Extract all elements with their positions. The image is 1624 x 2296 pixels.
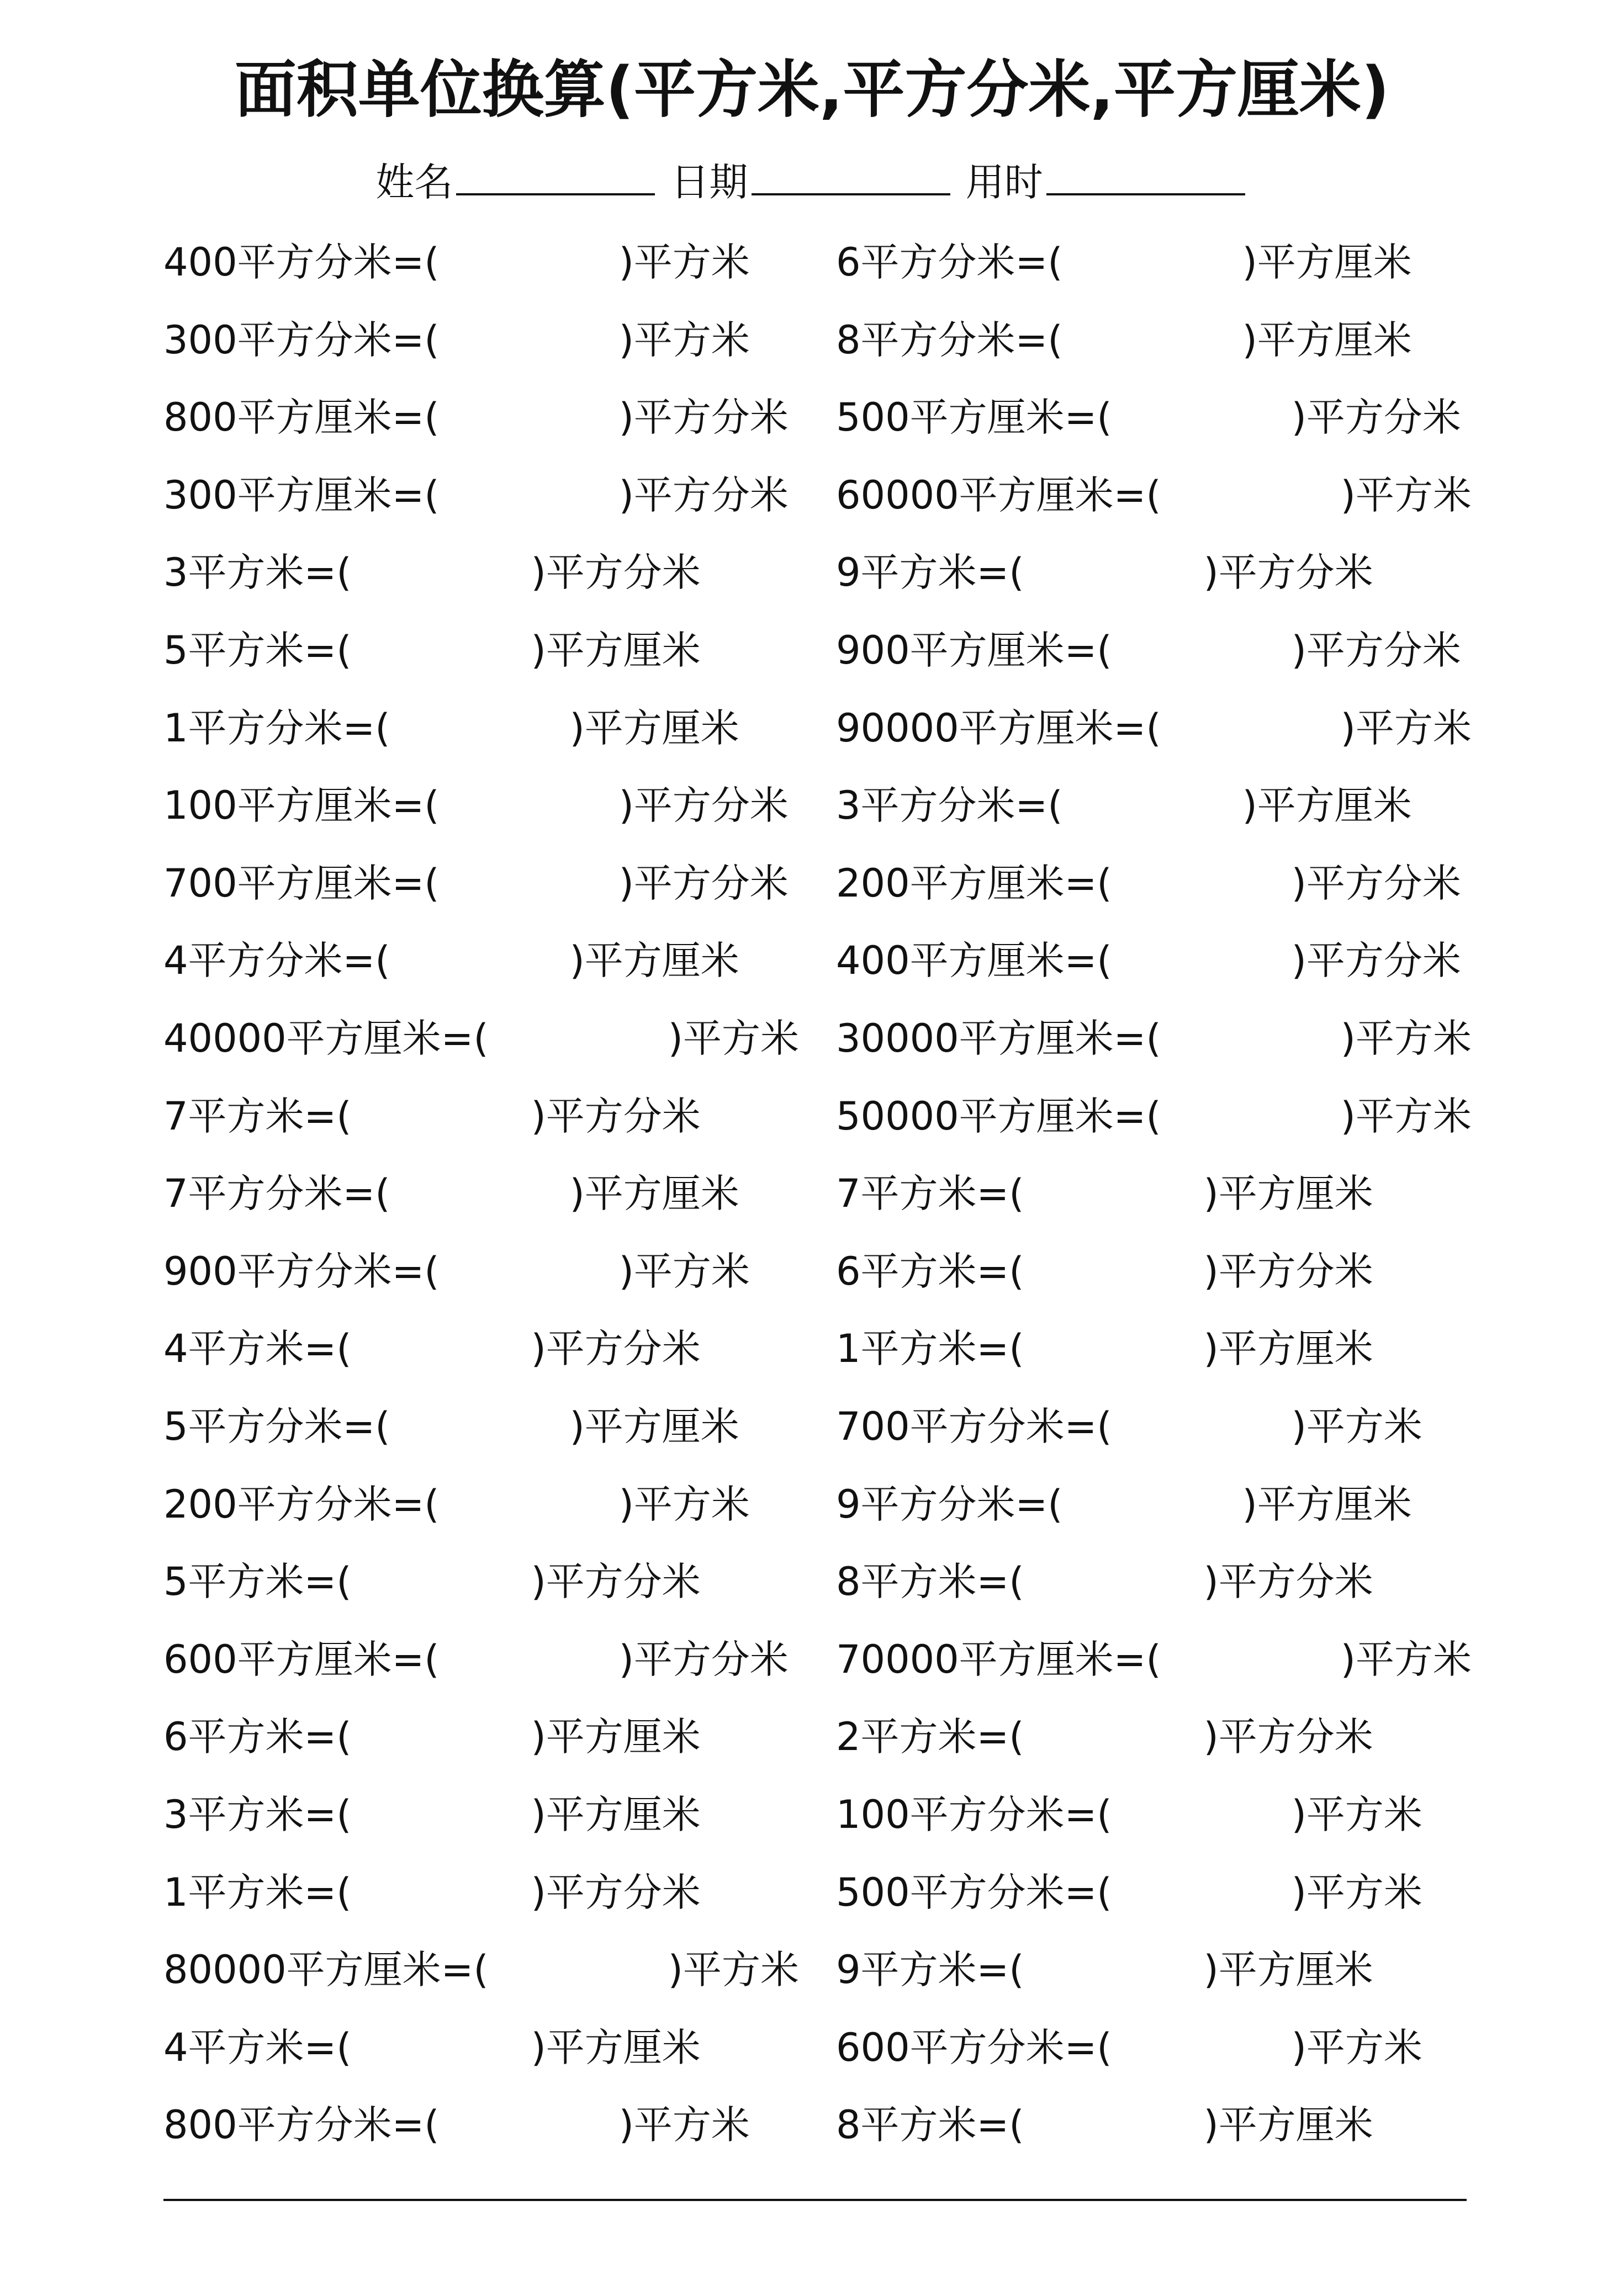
problem-item-right [836, 1166, 1373, 1221]
problem-unit: )平方厘米 [531, 2025, 701, 2070]
problem-unit: )平方厘米 [569, 938, 739, 983]
problem-item-right [836, 778, 1412, 833]
problem-unit: )平方米 [1291, 1870, 1422, 1915]
problem-item-left [163, 933, 739, 988]
problem-item-left [163, 2020, 701, 2075]
problem-question: 9平方分米=( [836, 1482, 1063, 1527]
problem-question: 100平方厘米=( [163, 783, 440, 828]
problem-question: 8平方分米=( [836, 317, 1063, 363]
problem-item-left [163, 856, 789, 911]
problem-question: 4平方米=( [163, 2025, 352, 2070]
problem-question: 6平方米=( [163, 1714, 352, 1759]
problem-unit: )平方分米 [531, 1326, 701, 1371]
problem-unit: )平方厘米 [531, 628, 701, 673]
problem-item-left [163, 545, 701, 600]
problem-unit: )平方米 [618, 1482, 750, 1527]
problem-question: 600平方分米=( [836, 2025, 1112, 2070]
problem-question: 1平方米=( [836, 1326, 1024, 1371]
problem-unit: )平方分米 [618, 1637, 789, 1682]
problem-unit: )平方分米 [1291, 938, 1461, 983]
problem-question: 500平方分米=( [836, 1870, 1112, 1915]
problem-item-left [163, 1321, 701, 1376]
problem-item-right [836, 1787, 1422, 1842]
problem-question: 5平方米=( [163, 1559, 352, 1604]
problem-question: 500平方厘米=( [836, 395, 1112, 440]
problem-question: 5平方分米=( [163, 1404, 390, 1449]
problem-question: 40000平方厘米=( [163, 1016, 489, 1061]
problem-question: 800平方厘米=( [163, 395, 440, 440]
problem-item-right [836, 856, 1461, 911]
problem-item-left [163, 1399, 739, 1454]
problem-item-right [836, 1477, 1412, 1532]
problem-question: 900平方厘米=( [836, 628, 1112, 673]
problem-question: 800平方分米=( [163, 2102, 440, 2147]
problem-unit: )平方分米 [1203, 1714, 1373, 1759]
problem-question: 5平方米=( [163, 628, 352, 673]
problem-question: 700平方厘米=( [163, 861, 440, 906]
problem-question: 400平方厘米=( [836, 938, 1112, 983]
problem-unit: )平方米 [618, 2102, 750, 2147]
time-label: 用时 [965, 160, 1043, 205]
problem-question: 9平方米=( [836, 550, 1024, 595]
problem-unit: )平方分米 [1203, 1249, 1373, 1294]
problem-unit: )平方米 [1340, 1094, 1472, 1139]
problem-item-left [163, 1244, 750, 1299]
problem-unit: )平方米 [618, 317, 750, 363]
problem-unit: )平方分米 [1203, 550, 1373, 595]
bottom-divider [163, 2199, 1467, 2201]
problem-item-right [836, 701, 1472, 756]
problem-item-right [836, 933, 1461, 988]
problem-question: 70000平方厘米=( [836, 1637, 1161, 1682]
problem-item-right [836, 235, 1412, 290]
problem-unit: )平方分米 [1291, 628, 1461, 673]
problem-unit: )平方厘米 [1203, 1171, 1373, 1216]
problem-question: 900平方分米=( [163, 1249, 440, 1294]
problem-unit: )平方厘米 [1242, 1482, 1412, 1527]
problem-unit: )平方厘米 [531, 1714, 701, 1759]
problem-unit: )平方米 [668, 1947, 799, 1992]
problem-unit: )平方分米 [618, 783, 789, 828]
problem-item-right [836, 1089, 1472, 1144]
problem-question: 8平方米=( [836, 2102, 1024, 2147]
problem-question: 4平方分米=( [163, 938, 390, 983]
problem-question: 300平方分米=( [163, 317, 440, 363]
problem-question: 300平方厘米=( [163, 473, 440, 518]
problem-item-left [163, 390, 789, 445]
problem-question: 50000平方厘米=( [836, 1094, 1161, 1139]
problem-item-right [836, 1554, 1373, 1609]
problem-unit: )平方米 [1340, 706, 1472, 751]
problem-question: 1平方米=( [163, 1870, 352, 1915]
problem-item-right [836, 2020, 1422, 2075]
problem-question: 200平方分米=( [163, 1482, 440, 1527]
problem-question: 600平方厘米=( [163, 1637, 440, 1682]
problem-item-left [163, 623, 701, 678]
problem-question: 6平方米=( [836, 1249, 1024, 1294]
problem-unit: )平方分米 [1291, 861, 1461, 906]
problem-question: 30000平方厘米=( [836, 1016, 1161, 1061]
problem-item-left [163, 1011, 799, 1066]
problem-unit: )平方厘米 [1203, 2102, 1373, 2147]
problem-item-right [836, 1244, 1373, 1299]
problem-unit: )平方米 [1340, 473, 1472, 518]
problem-unit: )平方分米 [1291, 395, 1461, 440]
problem-unit: )平方米 [1291, 1792, 1422, 1837]
problem-item-right [836, 1321, 1373, 1376]
problem-item-right [836, 390, 1461, 445]
page-title: 面积单位换算(平方米,平方分米,平方厘米) [234, 54, 1390, 126]
problem-question: 7平方米=( [163, 1094, 352, 1139]
problem-item-right [836, 1632, 1472, 1687]
problem-question: 3平方分米=( [836, 783, 1063, 828]
problem-question: 4平方米=( [163, 1326, 352, 1371]
problem-question: 3平方米=( [163, 1792, 352, 1837]
problem-question: 60000平方厘米=( [836, 473, 1161, 518]
problem-question: 400平方分米=( [163, 240, 440, 285]
problem-question: 7平方分米=( [163, 1171, 390, 1216]
problem-item-left [163, 1166, 739, 1221]
problem-item-right [836, 1942, 1373, 1997]
problem-item-left [163, 778, 789, 833]
problem-unit: )平方厘米 [569, 1171, 739, 1216]
problem-item-right [836, 545, 1373, 600]
problem-item-right [836, 312, 1412, 368]
name-label: 姓名 [375, 160, 453, 205]
problem-unit: )平方分米 [618, 473, 789, 518]
problem-item-right [836, 1399, 1422, 1454]
problem-unit: )平方分米 [531, 1870, 701, 1915]
problem-unit: )平方米 [618, 240, 750, 285]
problem-item-right [836, 1011, 1472, 1066]
problem-unit: )平方厘米 [1203, 1947, 1373, 1992]
problem-unit: )平方厘米 [569, 1404, 739, 1449]
problem-item-right [836, 1865, 1422, 1920]
problem-unit: )平方厘米 [569, 706, 739, 751]
problem-item-left [163, 1477, 750, 1532]
date-label: 日期 [670, 160, 748, 205]
problem-item-left [163, 1709, 701, 1764]
problem-item-left [163, 312, 750, 368]
problem-item-left [163, 1554, 701, 1609]
problem-item-left [163, 235, 750, 290]
problem-item-right [836, 623, 1461, 678]
problem-unit: )平方米 [1291, 1404, 1422, 1449]
problem-item-left [163, 2097, 750, 2152]
problem-question: 7平方米=( [836, 1171, 1024, 1216]
problem-question: 80000平方厘米=( [163, 1947, 489, 1992]
problem-unit: )平方米 [1340, 1016, 1472, 1061]
problem-question: 3平方米=( [163, 550, 352, 595]
problem-unit: )平方分米 [618, 861, 789, 906]
problem-item-left [163, 1787, 701, 1842]
problem-question: 90000平方厘米=( [836, 706, 1161, 751]
problem-unit: )平方厘米 [531, 1792, 701, 1837]
problem-item-left [163, 468, 789, 523]
problem-unit: )平方米 [668, 1016, 799, 1061]
problem-unit: )平方分米 [1203, 1559, 1373, 1604]
problem-item-left [163, 1942, 799, 1997]
problem-unit: )平方厘米 [1242, 317, 1412, 363]
problem-item-right [836, 1709, 1373, 1764]
problem-item-left [163, 1632, 789, 1687]
problem-unit: )平方分米 [618, 395, 789, 440]
problem-item-right [836, 2097, 1373, 2152]
problem-question: 200平方厘米=( [836, 861, 1112, 906]
problem-question: 2平方米=( [836, 1714, 1024, 1759]
problem-item-right [836, 468, 1472, 523]
problem-unit: )平方厘米 [1203, 1326, 1373, 1371]
problem-unit: )平方分米 [531, 1094, 701, 1139]
problem-question: 6平方分米=( [836, 240, 1063, 285]
problem-item-left [163, 1865, 701, 1920]
problem-item-left [163, 1089, 701, 1144]
problem-question: 9平方米=( [836, 1947, 1024, 1992]
problem-unit: )平方厘米 [1242, 240, 1412, 285]
problem-unit: )平方分米 [531, 550, 701, 595]
problem-unit: )平方米 [1340, 1637, 1472, 1682]
problem-unit: )平方米 [618, 1249, 750, 1294]
problem-unit: )平方分米 [531, 1559, 701, 1604]
problem-unit: )平方米 [1291, 2025, 1422, 2070]
problem-question: 8平方米=( [836, 1559, 1024, 1604]
problem-question: 700平方分米=( [836, 1404, 1112, 1449]
problem-unit: )平方厘米 [1242, 783, 1412, 828]
problem-question: 100平方分米=( [836, 1792, 1112, 1837]
problem-item-left [163, 701, 739, 756]
problem-question: 1平方分米=( [163, 706, 390, 751]
